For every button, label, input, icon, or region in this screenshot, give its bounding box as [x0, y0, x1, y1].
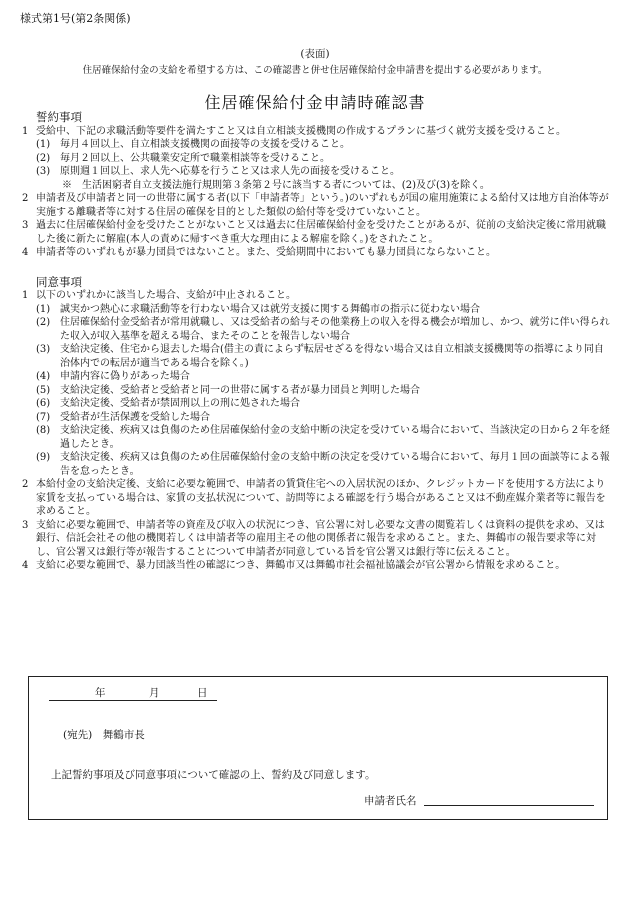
- consent-subitem: (2) 住居確保給付金受給者が常用就職し、又は受給者の給与その他業務上の収入を得る機会が増加し、かつ、就労に伴い得られた収入が収入基準を超える場合、またそのことを報告しない場合: [36, 317, 610, 342]
- consent-subitem: (8) 支給決定後、疾病又は負傷のため住居確保給付金の支給中断の決定を受けている場合において、当該決定の日から２年を経過したとき。: [36, 425, 610, 450]
- applicant-name-field[interactable]: [424, 805, 594, 806]
- consent-subitem: (5) 支給決定後、受給者と受給者と同一の世帯に属する者が暴力団員と判明した場合: [36, 384, 420, 396]
- confirmation-statement: 上記誓約事項及び同意事項について確認の上、誓約及び同意します。: [51, 769, 376, 781]
- document-body: [22, 111, 612, 573]
- consent-subitem: (6) 支給決定後、受給者が禁固刑以上の刑に処された場合: [36, 398, 300, 409]
- pledge-subitem: (2) 毎月２回以上、公共職業安定所で職業相談等を受けること。: [36, 152, 330, 164]
- consent-item: 3 支給に必要な範囲で、申請者等の資産及び収入の状況につき、官公署に対し必要な文書の閲覧若しくは資料の提供を求め、又は銀行、信託会社その他の機関若しくは申請者等の雇用主その他の関係者に報告を求めること。また、舞鶴市の報告要求等に対し、官公署又は銀行等が報告することについて申請者が同意している旨を官公署又は銀行等に伝えること。: [22, 519, 605, 558]
- consent-subitem: (1) 誠実かつ熱心に求職活動等を行わない場合又は就労支援に関する舞鶴市の指示に従わない場合: [36, 303, 480, 315]
- pledge-item: 2 申請者及び申請者と同一の世帯に属する者(以下「申請者等」という。)のいずれもが国の雇用施策による給付又は地方自治体等が実施する離職者等に対する住居の確保を目的とした類似の給付等を受けていないこと。: [22, 193, 609, 218]
- consent-subitem: (3) 支給決定後、住宅から退去した場合(借主の責によらず転居せざるを得ない場合又は自立相談支援機関等の指導により同自治体内での転居が適当である場合を除く。): [36, 344, 604, 369]
- submission-notice: 住居確保給付金の支給を希望する方は、この確認書と併せ住居確保給付金申請書を提出する必要があります。: [82, 65, 548, 76]
- pledge-item: 1 受給中、下記の求職活動等要件を満たすこと又は自立相談支援機関の作成するプランに基づく就労支援を受けること。: [22, 125, 566, 137]
- pledge-subitem: (1) 毎月４回以上、自立相談支援機関の面接等の支援を受けること。: [36, 139, 350, 150]
- document-title: 住居確保給付金申請時確認書: [204, 93, 426, 112]
- section-gap: [22, 260, 612, 276]
- consent-item: 4 支給に必要な範囲で、暴力団該当性の確認につき、舞鶴市又は舞鶴市社会福祉協議会が官公署から情報を求めること。: [22, 560, 566, 571]
- addressee: (宛先) 舞鶴市長: [63, 729, 145, 741]
- pledge-item: 3 過去に住居確保給付金を受けたことがないこと又は過去に住居確保給付金を受けたことがあるが、従前の支給決定後に常用就職した後に新たに解雇(本人の責めに帰すべき重大な理由による解雇を除く。)をされたこと。: [22, 220, 606, 245]
- signature-box: [28, 676, 608, 820]
- consent-heading: 同意事項: [36, 274, 82, 289]
- year-label: 年: [95, 687, 106, 699]
- consent-subitem: (9) 支給決定後、疾病又は負傷のため住居確保給付金の支給中断の決定を受けている場合において、毎月１回の面談等による報告を怠ったとき。: [36, 452, 610, 477]
- date-field[interactable]: [49, 685, 217, 701]
- day-label: 日: [197, 687, 208, 699]
- consent-subitem: (7) 受給者が生活保護を受給した場合: [36, 411, 210, 423]
- pledge-remark: ※ 生活困窮者自立支援法施行規則第３条第２号に該当する者については、(2)及び(3)を除く。: [62, 179, 490, 191]
- applicant-name-label: 申請者氏名: [364, 795, 417, 807]
- consent-item: 1 以下のいずれかに該当した場合、支給が中止されること。: [22, 290, 296, 301]
- face-label: (表面): [300, 48, 330, 60]
- pledge-item: 4 申請者等のいずれもが暴力団員ではないこと。また、受給期間中においても暴力団員にならないこと。: [22, 247, 496, 258]
- consent-subitem: (4) 申請内容に偽りがあった場合: [36, 371, 190, 382]
- consent-item: 2 本給付金の支給決定後、支給に必要な範囲で、申請者の賃貸住宅への入居状況のほか、クレジットカードを使用する方法により家賃を支払っている場合は、家賃の支払状況について、訪問等による確認を行う場合があること又は不動産媒介業者等に報告を求めること。: [22, 479, 606, 517]
- month-label: 月: [149, 687, 160, 699]
- form-number: 様式第1号(第2条関係): [20, 12, 131, 25]
- pledge-subitem: (3) 原則週１回以上、求人先へ応募を行うこと又は求人先の面接を受けること。: [36, 166, 400, 177]
- pledge-heading: 誓約事項: [36, 110, 82, 124]
